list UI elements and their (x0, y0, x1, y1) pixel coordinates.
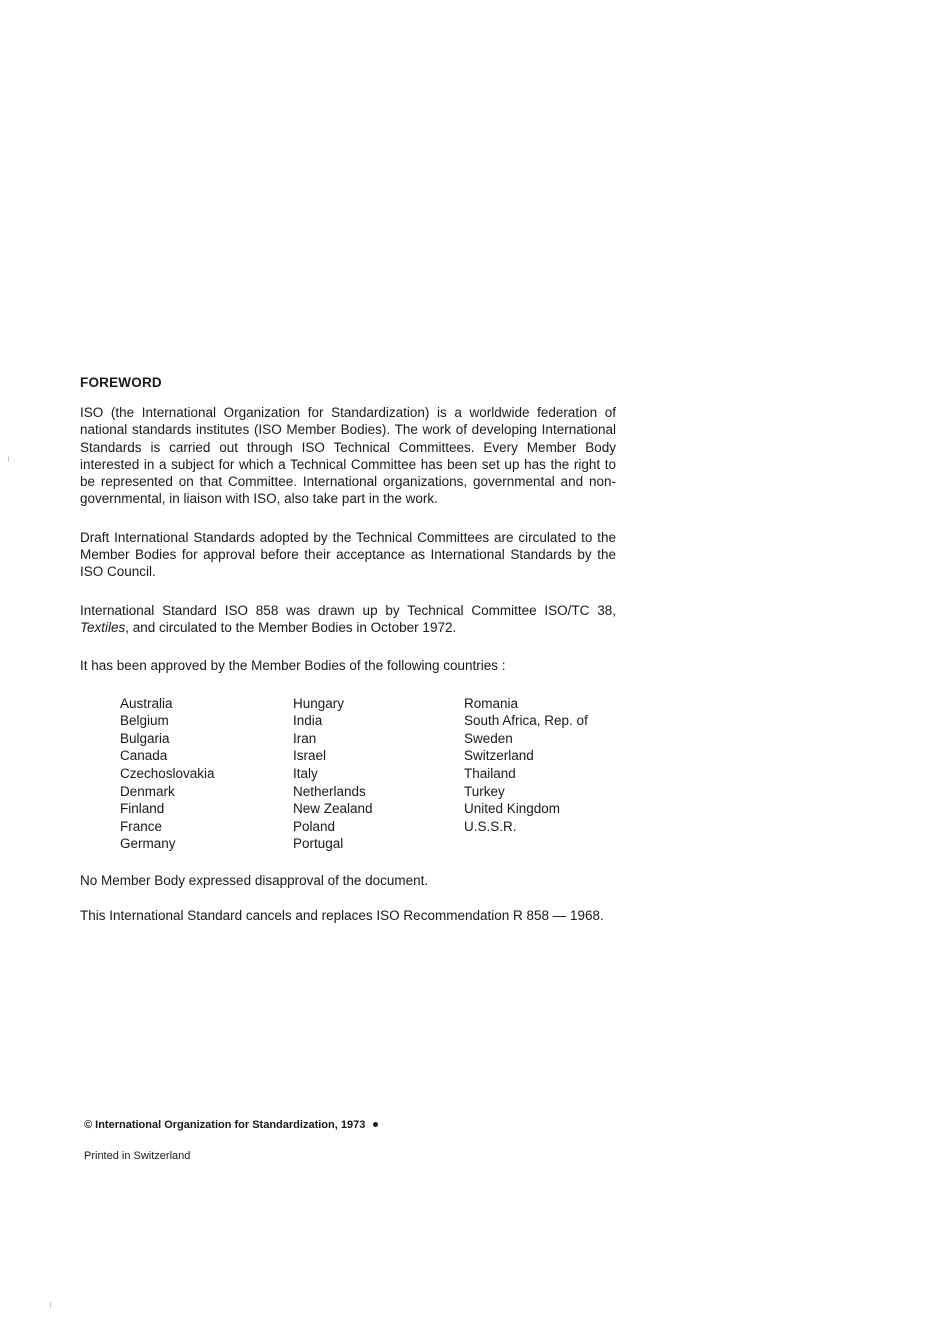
printed-in-notice: Printed in Switzerland (84, 1150, 191, 1162)
foreword-paragraph-iso-858 (80, 602, 616, 637)
countries-column-3 (464, 695, 644, 853)
copyright-text: © International Organization for Standardization, 1973 (84, 1119, 366, 1131)
country-item: Denmark (120, 783, 175, 799)
country-item: Belgium (120, 713, 169, 729)
iso-858-text-part2: , and circulated to the Member Bodies in October 1972. (125, 619, 457, 635)
iso-858-text-part1: International Standard ISO 858 was drawn up by Technical Committee ISO/TC 38, (80, 602, 616, 618)
committee-name-textiles: Textiles (80, 619, 126, 635)
foreword-paragraph-cancels-replaces: This International Standard cancels and replaces ISO Recommendation R 858 — 1968. (80, 908, 604, 924)
country-item: Czechoslovakia (120, 765, 215, 781)
foreword-paragraph-approval: It has been approved by the Member Bodies of the following countries : (80, 658, 506, 674)
country-item: Turkey (464, 783, 505, 799)
country-item: Netherlands (293, 783, 366, 799)
foreword-heading: FOREWORD (80, 375, 162, 390)
bullet-dot-icon (373, 1122, 378, 1127)
country-item: Romania (464, 695, 519, 711)
country-item: Australia (120, 695, 173, 711)
foreword-section (80, 374, 616, 925)
country-item: U.S.S.R. (464, 818, 517, 834)
country-item: Germany (120, 836, 176, 852)
country-item: Hungary (293, 695, 345, 711)
scan-mark (8, 456, 9, 462)
countries-column-2 (293, 695, 464, 853)
country-item: India (293, 713, 323, 729)
country-item: United Kingdom (464, 801, 561, 817)
countries-column-1 (120, 695, 293, 853)
country-item: Bulgaria (120, 730, 170, 746)
country-item: New Zealand (293, 801, 373, 817)
country-item: Canada (120, 748, 168, 764)
foreword-paragraph-draft-standards: Draft International Standards adopted by the Technical Committees are circulated to the Member Bodies for approval before their acceptance as International Standards by the ISO Council. (80, 529, 616, 580)
country-item: Iran (293, 730, 317, 746)
country-item: Portugal (293, 836, 344, 852)
country-item: Israel (293, 748, 327, 764)
country-item: France (120, 818, 163, 834)
country-item: South Africa, Rep. of (464, 713, 588, 729)
copyright-notice (84, 1118, 378, 1133)
approving-countries-list (120, 695, 616, 853)
country-item: Thailand (464, 765, 516, 781)
country-item: Sweden (464, 730, 513, 746)
country-item: Switzerland (464, 748, 534, 764)
foreword-paragraph-no-disapproval: No Member Body expressed disapproval of the document. (80, 872, 429, 888)
country-item: Finland (120, 801, 165, 817)
scan-mark (50, 1302, 51, 1308)
country-item: Poland (293, 818, 336, 834)
country-item: Italy (293, 765, 318, 781)
foreword-paragraph-iso-intro: ISO (the International Organization for Standardization) is a worldwide federation of national standards institutes (ISO Member Bodies). The work of developing International Standards is carried out through ISO Technical Committees. Every Member Body interested in a subject for which a Technical Committee has been set up has the right to be represented on that Committee. International organizations, governmental and non-governmental, in liaison with ISO, also take part in the work. (80, 405, 616, 507)
